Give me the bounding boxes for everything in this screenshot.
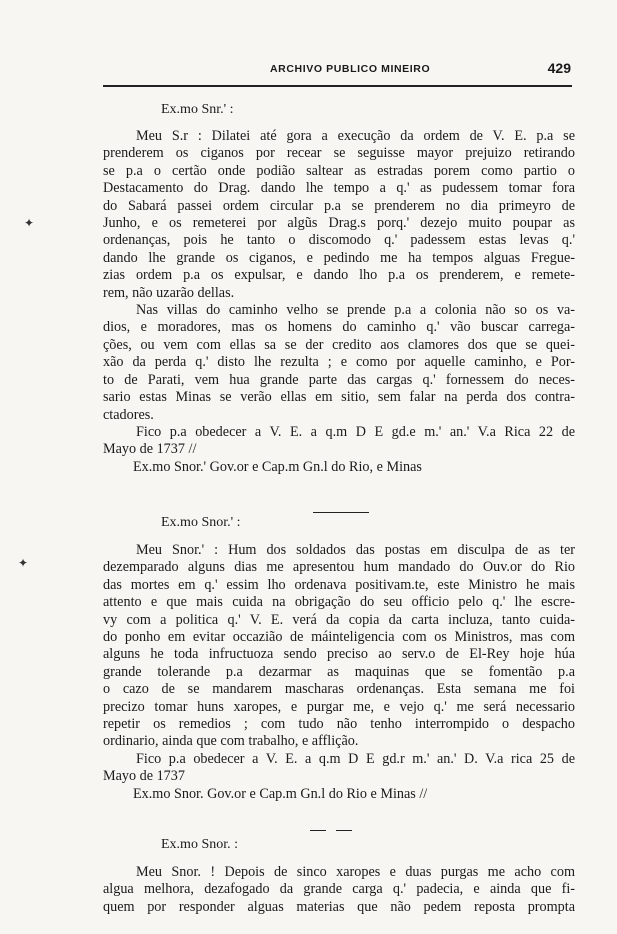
letter-signature: Ex.mo Snor.' Gov.or e Cap.m Gn.l do Rio, e Minas (133, 458, 422, 475)
text-line: quem por responder alguas materias que não pedem reposta prompta (103, 898, 575, 915)
text-line: alguns he toda infructuoza sendo preciso ao serv.o de El-Rey hoje húa (103, 646, 575, 663)
header-title: ARCHIVO PUBLICO MINEIRO (270, 63, 431, 75)
text-line: Mayo de 1737 // (103, 441, 197, 458)
text-line: dezemparado alguns dias me apresentou hum mandado do Ouv.or do Rio (103, 559, 575, 576)
text-line: vy com a politica q.' V. E. verá da copia da carta incluza, tanto cuida- (103, 611, 575, 628)
text-line: Fico p.a obedecer a V. E. a q.m D E gd.r m.' an.' D. V.a rica 25 de (136, 750, 575, 767)
letter-closing (103, 424, 575, 459)
text-line: Mayo de 1737 (103, 768, 185, 785)
text-line: algua melhora, dezafogado da grande carga q.' padecia, e ainda que fi- (103, 881, 575, 898)
text-line: ctadores. (103, 406, 154, 423)
letter-signature: Ex.mo Snor. Gov.or e Cap.m Gn.l do Rio e Minas // (133, 785, 428, 802)
letter-1 (103, 100, 575, 476)
text-line: das mortes em q.' essim lho ordenava positivam.te, este Ministro he mais (103, 576, 575, 593)
text-line: dios, e moradores, mas os homens do caminho q.' vão buscar carrega- (103, 319, 575, 336)
text-line: dando lhe grande os ciganos, e pedindo me ha tempos alguas Fregue- (103, 249, 575, 266)
text-line: ções, ou vem com ellas sa se der credito aos clamores dos que se quei- (103, 336, 575, 353)
letter-closing (103, 751, 575, 786)
letter-salutation: Ex.mo Snr.' : (161, 102, 234, 117)
text-line: xão da perda q.' disto lhe rezulta ; e como por aquelle caminho, e Por- (103, 354, 575, 371)
text-line: Junho, e os remeterei por algũs Drag.s porq.' dezejo muito poupar as (103, 215, 575, 232)
text-line: prenderem os ciganos por recear se seguisse mayor prejuizo retirando (103, 145, 575, 162)
text-line: precizo tomar huns xaropes, e purgar me, e vejo q.' me será necessario (103, 698, 575, 715)
text-line: o cazo de se mandarem mascharas ordenanças. Esta semana me foi (103, 681, 575, 698)
letter-paragraph (103, 128, 575, 302)
section-separator (336, 830, 352, 831)
text-line: repetir os remedios ; com tudo não tenho interrompido o despacho (103, 716, 575, 733)
text-line: sario estas Minas se verão ellas em sitio, sem falar na perda dos contra- (103, 389, 575, 406)
letter-paragraph (103, 302, 575, 424)
letter-paragraph (103, 542, 575, 751)
text-line: ordenanças, pois he tanto o discomodo q.' padessem estas levas q.' (103, 232, 575, 249)
text-line: rem, não uzarão dellas. (103, 284, 235, 301)
letter-paragraph (103, 864, 575, 916)
letter-salutation: Ex.mo Snor. : (161, 837, 239, 852)
text-line: Fico p.a obedecer a V. E. a q.m D E gd.e m.' an.' V.a Rica 22 de (136, 423, 575, 440)
text-line: Destacamento do Drag. dando lhe tempo a q.' as pudessem tomar fora (103, 180, 575, 197)
text-line: zias ordem p.a os expulsar, e dando lho p.a os prenderem, e remete- (103, 267, 575, 284)
letter-salutation: Ex.mo Snor.' : (161, 515, 241, 530)
text-line: Meu S.r : Dilatei até gora a execução da ordem de V. E. p.a se (136, 128, 575, 144)
text-line: se p.a o certão onde podião saltear as estradas porem como partio o (103, 162, 575, 179)
text-line: ordinario, ainda que com trabalho, e afflição. (103, 733, 359, 750)
text-line: grande tolerande p.a dezarmar as maquinas que se fomentão p.a (103, 663, 575, 680)
header-rule (103, 85, 572, 87)
letter-3 (103, 835, 575, 916)
text-line: do ponho em evitar occazião de máinteligencia com os Ministros, mas com (103, 629, 575, 646)
text-line: attento e que mais cuida na obrigação do seu officio pelo q.' lhe escre- (103, 594, 575, 611)
text-line: do Sabará passei ordem circular p.a se prenderem no dia primeyro de (103, 197, 575, 214)
page-number: 429 (547, 60, 571, 76)
section-separator (310, 830, 326, 831)
text-line: Nas villas do caminho velho se prende p.a a colonia não so os va- (136, 302, 575, 319)
text-line: to de Parati, vem hua grande parte das cargas q.' fornessem do neces- (103, 371, 575, 388)
letter-2 (103, 513, 575, 803)
margin-mark: ✦ (18, 556, 29, 570)
margin-mark: ✦ (24, 216, 35, 230)
text-line: Meu Snor. ! Depois de sinco xaropes e duas purgas me acho com (136, 864, 575, 880)
text-line: Meu Snor.' : Hum dos soldados das postas em disculpa de as ter (136, 542, 575, 558)
